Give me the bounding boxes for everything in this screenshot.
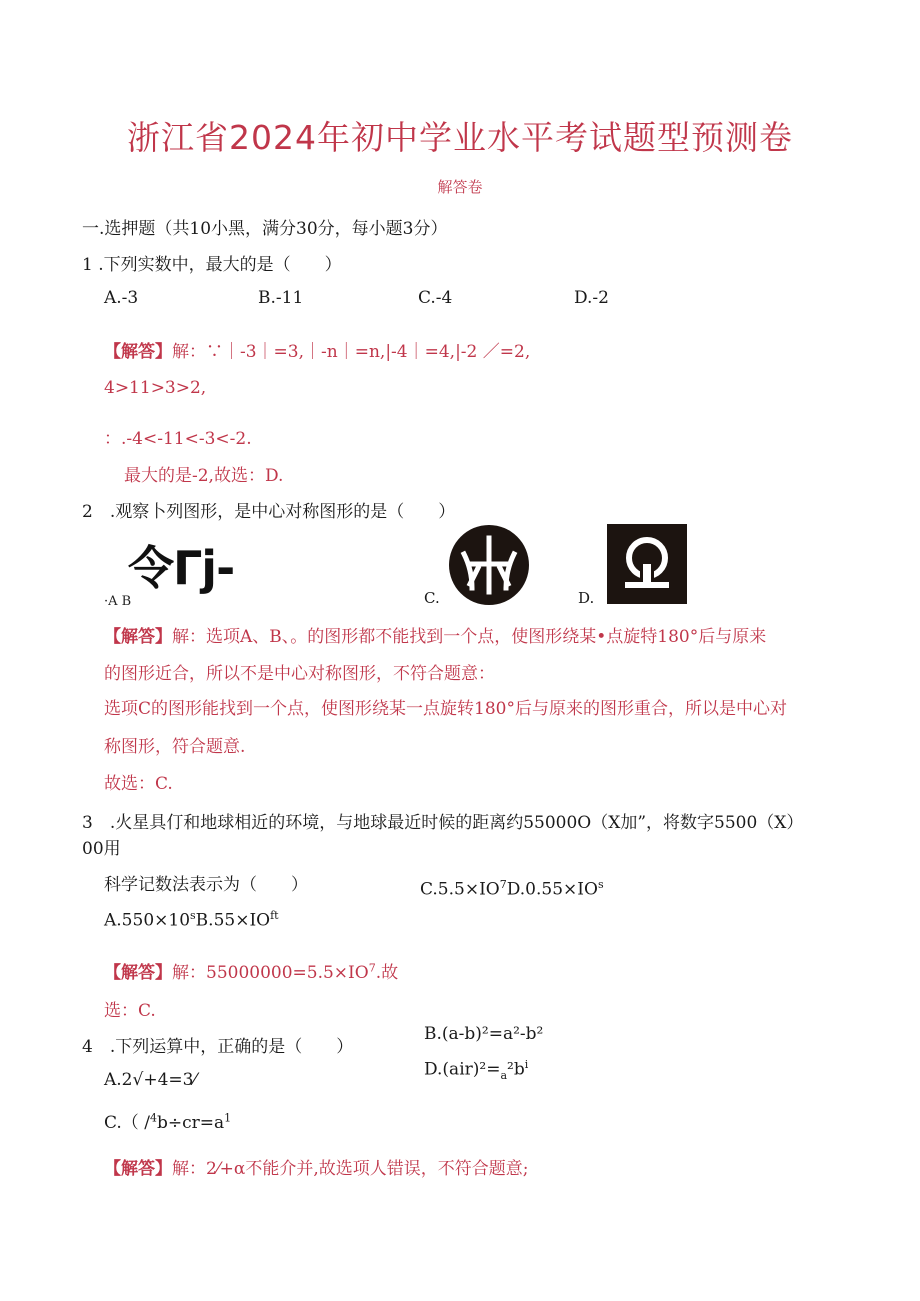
q3-options-ab: $A.550\times 10^sB.55\times IO^{ft}$	[104, 909, 279, 931]
q2-figure-d-label: D.	[578, 589, 595, 607]
q1-option-c: C.-4	[418, 288, 453, 308]
q1-answer-text: 解：∵｜-3｜=3,｜-n｜=n,|-4｜=4,|-2 ／=2,	[172, 342, 531, 362]
q2-answer-line5: 故选：C.	[104, 774, 173, 794]
q4-stem: 4 .下列运算中，正确的是（ ）	[82, 1037, 354, 1057]
q2-answer-line2: 的图形近合，所以不是中心对称图形，不符合题意：	[104, 664, 495, 684]
q4-option-b: B.(a-b)²=a²-b²	[424, 1024, 544, 1044]
q3-answer-line1: 【解答】解：$55000000=5.5\times IO^7$.故	[104, 961, 399, 983]
q3-answer-line2: 选：C.	[104, 1001, 156, 1021]
q1-answer-line1	[104, 337, 530, 362]
page-subtitle: 解答卷	[437, 178, 483, 196]
q4-option-d: $D.(air)^2=_a^2b^i$	[424, 1058, 529, 1083]
q3-options-cd: $C.5.5\times IO^7D.0.55\times IO^s$	[420, 878, 604, 900]
q1-option-a: A.-3	[104, 288, 139, 308]
q2-figure-ab: 令Гj-	[128, 541, 235, 595]
section-heading: 一.选押题（共10小黑，满分30分，每小题3分）	[82, 219, 448, 239]
q3-stem-line1: 3 .火星具仃和地球相近的环境，与地球最近时候的距离约55000O（X加”，将数字5500（X）	[82, 813, 804, 833]
q4-answer-tag: 【解答】	[104, 1159, 172, 1179]
q1-stem: 1 .下列实数中，最大的是（ ）	[82, 255, 342, 275]
q1-answer-line3: ：.-4<-11<-3<-2.	[104, 429, 252, 449]
q4-option-c: C.（ $/^4b\div cr=a^1$	[104, 1111, 232, 1133]
q4-answer-text: 解：2⁄+α不能介并,故选项人错误，不符合题意;	[172, 1159, 529, 1179]
q4-option-a: A.2√+4=3⁄	[104, 1070, 197, 1090]
q1-option-b: B.-11	[258, 288, 304, 308]
metro-circle-logo-icon	[448, 524, 530, 606]
q2-answer-text: 解：选项A、B、。的图形都不能找到一个点，使图形绕某•点旋特180°后与原来	[172, 627, 767, 647]
q1-option-d: D.-2	[574, 288, 609, 308]
q1-answer-tag: 【解答】	[104, 342, 172, 362]
q2-figure-ab-label: ·A B	[104, 594, 132, 609]
q3-stem-line3: 科学记数法表示为（ ）	[104, 875, 308, 895]
q2-stem: 2 .观察卜列图形，是中心对称图形的是（ ）	[82, 502, 456, 522]
q1-answer-line4: 最大的是-2,故选：D.	[124, 466, 284, 486]
q3-answer-tag: 【解答】	[104, 963, 172, 983]
q2-figure-c-label: C.	[424, 589, 440, 607]
q4-answer-line1	[104, 1154, 529, 1179]
q1-answer-line2: 4>11>3>2,	[104, 378, 207, 398]
q2-answer-line3: 选项C的图形能找到一个点，使图形绕某一点旋转180°后与原来的图形重合，所以是中心对	[104, 699, 787, 719]
q2-answer-tag: 【解答】	[104, 627, 172, 647]
railway-square-logo-icon	[607, 524, 687, 604]
q2-answer-line4: 称图形，符合题意.	[104, 737, 246, 757]
page-title: 浙江省2024年初中学业水平考试题型预测卷	[127, 118, 793, 157]
q3-stem-line2: 00用	[82, 839, 121, 859]
q2-answer-line1	[104, 622, 766, 647]
